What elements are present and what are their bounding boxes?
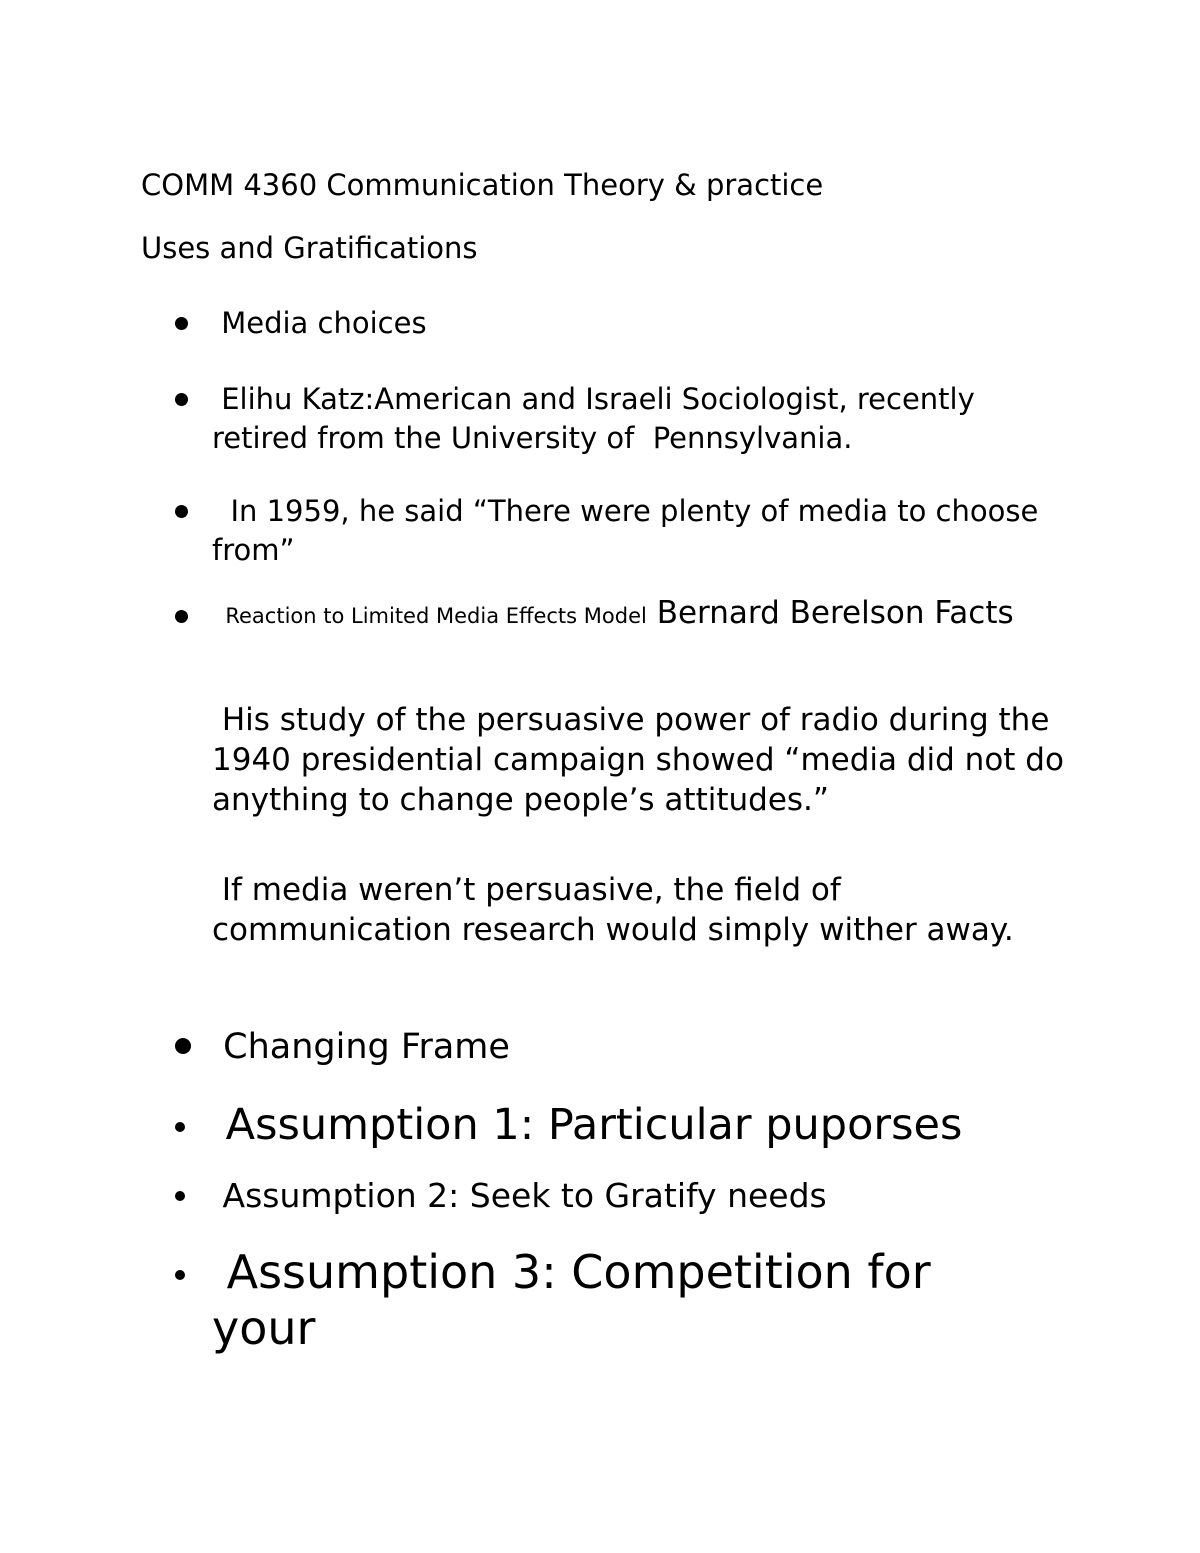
list-item-small-text: Reaction to Limited Media Effects Model bbox=[212, 604, 647, 628]
list-item bbox=[212, 1024, 1072, 1070]
bullet-icon bbox=[175, 610, 188, 623]
paragraph: His study of the persuasive power of radio during the 1940 presidential campaign showed “media did not do anything to change people’s attitudes.” bbox=[212, 702, 1074, 818]
bullet-icon bbox=[175, 1122, 185, 1132]
list-item bbox=[212, 380, 1072, 458]
list-item-text bbox=[212, 594, 1072, 636]
list-item bbox=[212, 304, 1072, 343]
topic-heading: Uses and Gratifications bbox=[141, 231, 478, 265]
bullet-icon bbox=[175, 393, 188, 406]
list-item-text: In 1959, he said “There were plenty of media to choose from” bbox=[212, 494, 1048, 567]
bullet-icon bbox=[175, 317, 188, 330]
paragraph: If media weren’t persuasive, the field of communication research would simply wither away. bbox=[212, 872, 1014, 948]
list-item bbox=[212, 594, 1072, 636]
list-item-text: Changing Frame bbox=[212, 1027, 510, 1067]
bullet-icon bbox=[175, 1038, 191, 1054]
list-item-text: Elihu Katz:American and Israeli Sociologist, recently retired from the University of Pennsylvania. bbox=[212, 382, 984, 455]
list-item-text: Assumption 2: Seek to Gratify needs bbox=[212, 1176, 827, 1215]
list-item bbox=[212, 1098, 1072, 1152]
list-item bbox=[212, 1174, 1072, 1218]
list-item-text: Assumption 1: Particular puporses bbox=[212, 1100, 963, 1150]
bullet-icon bbox=[175, 505, 188, 518]
bullet-icon bbox=[175, 1191, 185, 1201]
list-item-text: Assumption 3: Competition for your bbox=[212, 1245, 946, 1355]
course-title: COMM 4360 Communication Theory & practice bbox=[141, 168, 824, 202]
list-item bbox=[212, 1244, 1032, 1356]
list-item-large-text: Bernard Berelson Facts bbox=[646, 595, 1014, 631]
list-item bbox=[212, 492, 1072, 570]
list-item-text: Media choices bbox=[212, 306, 427, 340]
bullet-icon bbox=[175, 1270, 185, 1280]
